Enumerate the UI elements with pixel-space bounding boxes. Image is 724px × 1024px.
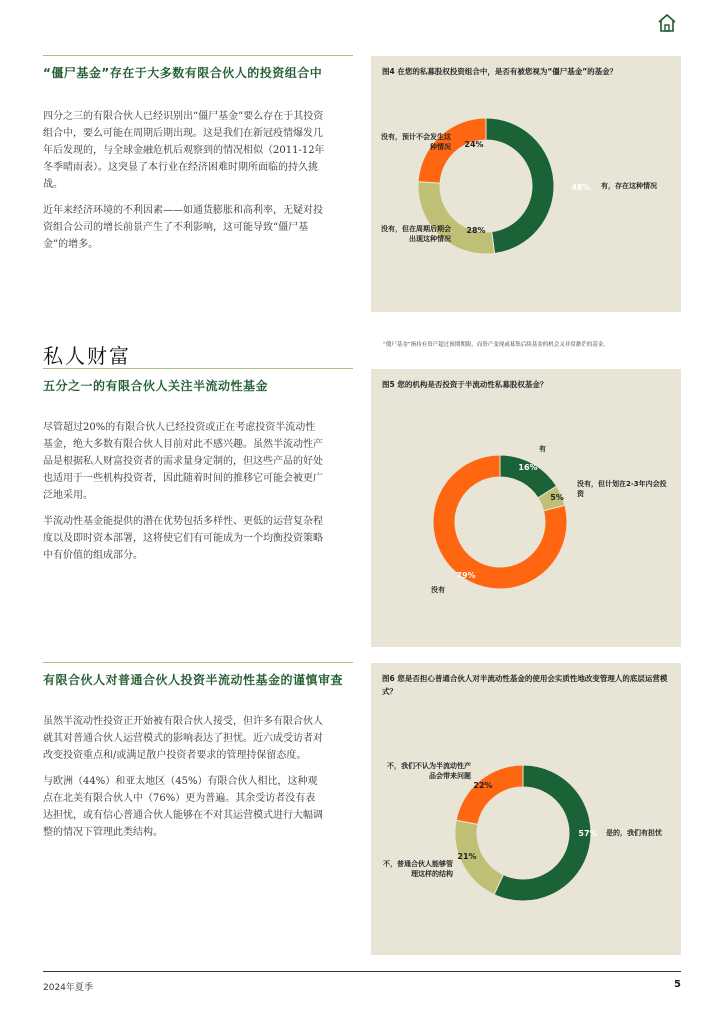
legend-label: 有	[539, 445, 546, 453]
data-label: 57%	[578, 829, 598, 838]
data-label: 16%	[518, 463, 538, 472]
figure-5-panel	[371, 369, 681, 647]
footer-date: 2024年夏季	[43, 983, 93, 993]
data-label: 28%	[466, 226, 486, 235]
donut-slice	[486, 118, 554, 253]
legend-label: 是的，我们有担忧	[606, 829, 662, 837]
legend-label: 没有，但计划在2-3年内会投资	[577, 480, 667, 498]
data-label: 24%	[464, 140, 484, 149]
paragraph: 虽然半流动性投资正开始被有限合伙人接受，但许多有限合伙人就其对普通合伙人运营模式的影响表达了担忧。近六成受访者对改变投资重点和/或满足散户投资者要求的管理持保留态度。	[43, 716, 323, 761]
legend-label: 没有，预计不会发生这种情况	[381, 133, 451, 151]
body-text	[43, 713, 325, 850]
legend-label: 有，存在这种情况	[601, 182, 657, 190]
legend-label: 没有	[431, 586, 445, 594]
paragraph: 近年来经济环境的不利因素——如通货膨胀和高利率，无疑对投资组合公司的增长前景产生了不利影响，这可能导致“僵尸基金”的增多。	[43, 205, 323, 250]
body-text	[43, 419, 325, 573]
divider	[43, 55, 353, 56]
home-icon[interactable]	[656, 12, 678, 34]
paragraph: 四分之三的有限合伙人已经识别出“僵尸基金”要么存在于其投资组合中，要么可能在周期后期出现。这是我们在新冠疫情爆发几年后发现的，与全球金融危机后观察到的情况相似（2011-12年冬季晴雨表）。这突显了本行业在经济困难时期所面临的持久挑战。	[43, 111, 325, 190]
divider	[43, 368, 353, 369]
donut-chart	[371, 369, 681, 647]
body-text	[43, 108, 325, 262]
figure-title: 图4 在您的私募股权投资组合中，是否有被您视为“僵尸基金”的基金？	[382, 67, 618, 76]
section-heading: 有限合伙人对普通合伙人投资半流动性基金的谨慎审查	[43, 673, 344, 687]
footer-divider	[43, 971, 681, 972]
divider	[43, 662, 353, 663]
section-title: 私人财富	[43, 344, 131, 368]
figure-4-panel	[371, 56, 681, 348]
paragraph: 与欧洲（44%）和亚太地区（45%）有限合伙人相比，这种观点在北美有限合伙人中（76%）更为普遍。其余受访者没有表达担忧，或有信心普通合伙人能够在不对其运营模式进行大幅调整的情况下管理此类结构。	[43, 776, 323, 838]
paragraph: 半流动性基金能提供的潜在优势包括多样性、更低的运营复杂程度以及即时资本部署，这将使它们有可能成为一个均衡投资策略中有价值的组成部分。	[43, 516, 323, 561]
figure-6-panel	[371, 663, 681, 955]
data-label: 21%	[457, 852, 477, 861]
figure-title: 图5 您的机构是否投资于半流动性私募股权基金？	[382, 380, 548, 389]
data-label: 5%	[550, 493, 564, 502]
footnote: “僵尸基金”指持有资产超过预期期限，而资产变现或募集后续基金的机会又非常渺茫的基金。	[383, 342, 609, 348]
page-number: 5	[674, 979, 681, 990]
donut-chart	[371, 663, 681, 955]
data-label: 48%	[571, 183, 591, 192]
paragraph: 尽管超过20%的有限合伙人已经投资或正在考虑投资半流动性基金，绝大多数有限合伙人目前对此不感兴趣。虽然半流动性产品是根据私人财富投资者的需求量身定制的，但这些产品的好处也适用于一些机构投资者，因此随着时间的推移它可能会被更广泛地采用。	[43, 422, 323, 501]
legend-label: 不，普通合伙人能够管理这样的结构	[383, 860, 453, 878]
data-label: 79%	[456, 571, 476, 580]
section-heading: “僵尸基金”存在于大多数有限合伙人的投资组合中	[43, 66, 323, 80]
section-heading: 五分之一的有限合伙人关注半流动性基金	[43, 379, 269, 393]
data-label: 22%	[473, 781, 493, 790]
legend-label: 不，我们不认为半流动性产品会带来问题	[387, 762, 471, 780]
legend-label: 没有，但在周期后期会出现这种情况	[381, 225, 451, 243]
figure-title: 图6 您是否担心普通合伙人对半流动性基金的使用会实质性地改变管理人的底层运营模式？	[382, 674, 668, 696]
